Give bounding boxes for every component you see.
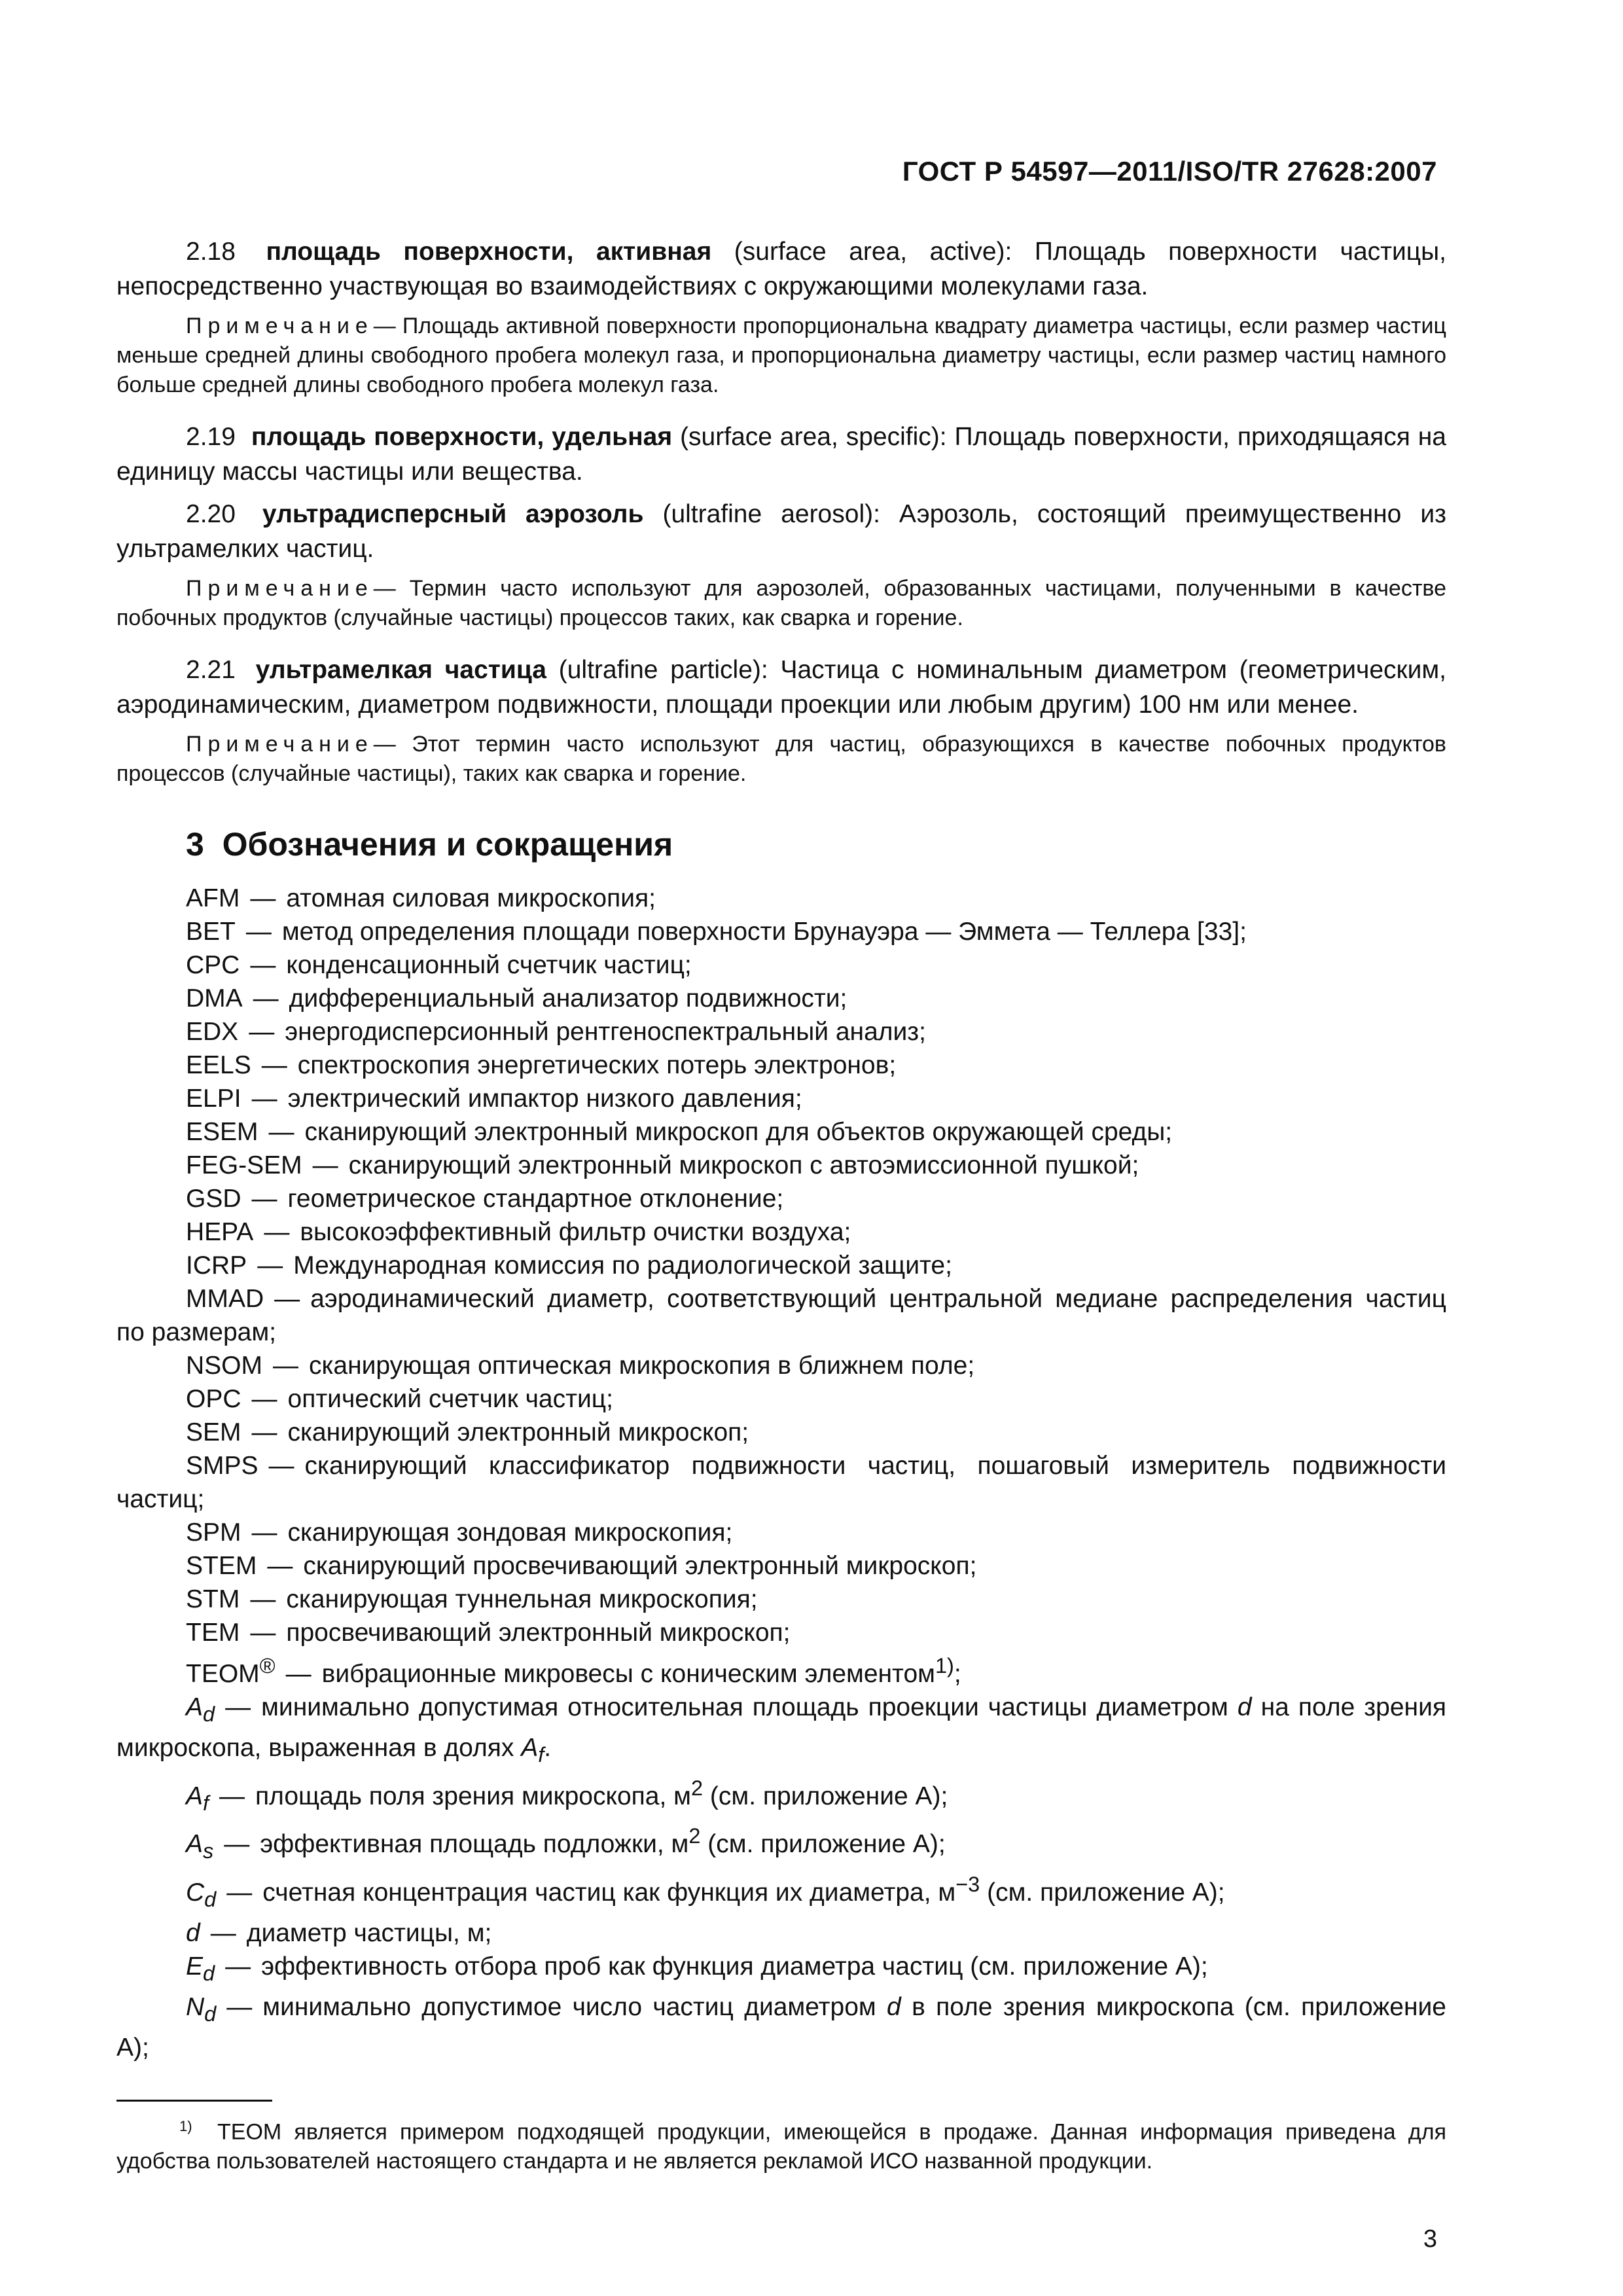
symbol-desc: геометрическое стандартное отклонение; — [287, 1185, 784, 1213]
symbol-code: $A_f$ — [186, 1782, 209, 1815]
symbol-code: TEM — [186, 1619, 240, 1647]
symbol-entry: d — диаметр частицы, м; — [186, 1918, 492, 1947]
definition-text: (ultrafine particle): Частица с номинальным диаметром (геометрическим, аэродинамическим, диаметром подвижности, площади проекции или любым другим) 100 нм или менее. — [116, 656, 1447, 719]
symbol-code: NSOM — [186, 1352, 262, 1380]
symbol-code: FEG-SEM — [186, 1151, 302, 1179]
dash: — — [245, 918, 272, 946]
symbol-code: HEPA — [186, 1218, 254, 1246]
symbol-entry — [116, 915, 1446, 948]
symbol-entry — [116, 1583, 1446, 1616]
symbol-code: SMPS — [186, 1452, 259, 1480]
symbol-code: $E_d$ — [186, 1952, 215, 1985]
symbol-code: MMAD — [186, 1285, 264, 1313]
definition-text: (surface area, specific): Площадь поверхности, приходящаяся на единицу массы частицы или вещества. — [116, 423, 1446, 486]
dash: — — [312, 1151, 338, 1179]
symbol-desc: атомная силовая микроскопия; — [286, 884, 656, 912]
dash: — — [250, 884, 276, 912]
symbol-code: OPC — [186, 1385, 241, 1413]
symbol-code: STM — [186, 1585, 240, 1613]
dash: — — [249, 1018, 275, 1046]
page-number: 3 — [1423, 2225, 1437, 2253]
dash: — — [250, 1585, 276, 1613]
dash: — — [268, 1118, 294, 1146]
symbol-desc: конденсационный счетчик частиц; — [286, 951, 692, 979]
symbol-entry — [116, 1082, 1446, 1115]
dash: — — [219, 1782, 245, 1810]
symbol-desc: метод определения площади поверхности Брунауэра — Эммета — Теллера [33]; — [281, 918, 1247, 946]
note — [116, 312, 1446, 400]
symbol-entry — [116, 1049, 1446, 1082]
symbol-code: CPC — [186, 951, 240, 979]
definition-number: 2.19 — [186, 423, 236, 451]
footnote-text: TEOM является примером подходящей продукции, имеющейся в продаже. Данная информация приведена для удобства пользователей настоящего стандарта и не является рекламой ИСО названной продукции. — [116, 2119, 1446, 2174]
symbol-desc: энергодисперсионный рентгеноспектральный анализ; — [285, 1018, 927, 1046]
note-label: Примечание — [186, 576, 374, 601]
note-text: — Площадь активной поверхности пропорциональна квадрату диаметра частицы, если размер частиц меньше средней длины свободного пробега молекул газа, и пропорциональна диаметру частицы, если размер частиц намного больше средней длины свободного пробега молекул газа. — [116, 314, 1446, 397]
symbol-desc: дифференциальный анализатор подвижности; — [289, 984, 847, 1013]
symbol-entry: $A_s$ — эффективная площадь подложки, $м^2$ (см. приложение А); — [186, 1824, 946, 1863]
symbol-entry — [116, 1282, 1446, 1349]
dash: — — [251, 1185, 277, 1213]
definition-term: площадь поверхности, активная — [266, 238, 712, 266]
note-text: — Этот термин часто используют для частиц, образующихся в качестве побочных продуктов процессов (случайные частицы), таких как сварка и горение. — [116, 732, 1446, 786]
footnote-marker: 1) — [935, 1654, 954, 1677]
dash: — — [251, 1418, 277, 1446]
dash: — — [261, 1051, 287, 1079]
symbol-code: EDX — [186, 1018, 239, 1046]
dash: — — [225, 1693, 251, 1721]
dash: — — [210, 1918, 236, 1947]
definition-number: 2.20 — [186, 500, 236, 528]
symbol-desc: сканирующий электронный микроскоп; — [287, 1418, 749, 1446]
symbol-entry — [116, 1182, 1446, 1215]
symbol-entry — [116, 982, 1446, 1015]
symbol-list — [116, 882, 1446, 1649]
dash: — — [224, 1830, 250, 1859]
symbol-entry — [116, 1349, 1446, 1382]
definition-text: (surface area, active): Площадь поверхности частицы, непосредственно участвующая во взаимодействиях с окружающими молекулами газа. — [116, 238, 1446, 300]
symbol-entry — [116, 1249, 1446, 1282]
symbol-entry — [116, 1115, 1446, 1149]
symbol-entry: $E_d$ — эффективность отбора проб как функция диаметра частиц (см. приложение А); — [186, 1952, 1208, 1985]
symbol-entry — [116, 1015, 1446, 1049]
dash: — — [267, 1552, 293, 1580]
symbol-entry: $A_f$ — площадь поля зрения микроскопа, $м^2$ (см. приложение А); — [186, 1776, 948, 1815]
dash: — — [250, 1619, 276, 1647]
symbol-desc: вибрационные микровесы с коническим элементом — [321, 1660, 935, 1688]
dash: — — [225, 1952, 251, 1981]
symbol-desc: электрический импактор низкого давления; — [287, 1085, 802, 1113]
symbol-entry — [116, 1549, 1446, 1583]
symbol-entry: $N_d$ — минимально допустимое число частиц диаметром d в поле зрения микроскопа (см. приложение А); — [116, 1992, 1446, 2062]
definition-text: (ultrafine aerosol): Аэрозоль, состоящий преимущественно из ультрамелких частиц. — [116, 500, 1447, 563]
section-title — [186, 825, 1446, 863]
symbol-desc: просвечивающий электронный микроскоп; — [286, 1619, 791, 1647]
dash: — — [273, 1352, 298, 1380]
symbol-code: ICRP — [186, 1251, 247, 1280]
note-label: Примечание — [186, 314, 374, 338]
definition-2-19 — [116, 420, 1446, 489]
symbol-entry — [116, 948, 1446, 982]
section-number: 3 — [186, 826, 204, 863]
main-content — [116, 234, 1446, 2064]
definition-number: 2.21 — [186, 656, 236, 684]
symbol-code: $N_d$ — [186, 1992, 217, 2026]
note — [116, 730, 1446, 789]
symbol-desc: сканирующая зондовая микроскопия; — [287, 1518, 733, 1547]
symbol-desc: сканирующий электронный микроскоп с автоэмиссионной пушкой; — [348, 1151, 1139, 1179]
definition-2-21 — [116, 653, 1446, 722]
symbol-entry — [116, 882, 1446, 915]
note-label: Примечание — [186, 732, 374, 757]
dash: — — [251, 1518, 277, 1547]
symbol-entry — [116, 1416, 1446, 1449]
symbol-entry — [116, 1516, 1446, 1549]
symbol-code: DMA — [186, 984, 243, 1013]
symbol-desc: сканирующая туннельная микроскопия; — [286, 1585, 758, 1613]
symbol-code: AFM — [186, 884, 240, 912]
section-heading: Обозначения и сокращения — [222, 826, 673, 863]
symbol-code: TEOM® — [186, 1654, 276, 1688]
definition-2-20 — [116, 497, 1446, 566]
footnote — [116, 2111, 1446, 2176]
symbol-desc: высокоэффективный фильтр очистки воздуха; — [300, 1218, 851, 1246]
symbol-entry: $A_d$ — минимально допустимая относительная площадь проекции частицы диаметром d на поле зрения микроскопа, выраженная в долях $A_f$. — [116, 1693, 1446, 1767]
definition-2-18 — [116, 234, 1446, 304]
symbol-code: SEM — [186, 1418, 241, 1446]
dash: — — [285, 1660, 312, 1688]
symbol-entry: TEOM® — вибрационные микровесы с коническим элементом$^{1)}$; — [186, 1654, 961, 1688]
symbol-code: d — [186, 1918, 200, 1947]
footnote-marker: 1) — [179, 2118, 192, 2134]
symbol-desc: оптический счетчик частиц; — [287, 1385, 613, 1413]
symbol-code: ELPI — [186, 1085, 241, 1113]
dash: — — [268, 1452, 294, 1480]
dash: — — [226, 1878, 253, 1907]
standard-code-header: ГОСТ Р 54597—2011/ISO/TR 27628:2007 — [902, 156, 1437, 187]
symbol-entry — [116, 1149, 1446, 1182]
footnote-divider — [116, 2100, 272, 2102]
symbol-code: STEM — [186, 1552, 257, 1580]
symbol-desc: сканирующий просвечивающий электронный микроскоп; — [303, 1552, 977, 1580]
definition-term: ультрадисперсный аэрозоль — [262, 500, 644, 528]
symbol-entry — [116, 1382, 1446, 1416]
symbol-code: $A_s$ — [186, 1830, 214, 1863]
dash: — — [253, 984, 279, 1013]
symbol-entry — [116, 1449, 1446, 1516]
symbol-entry — [116, 1616, 1446, 1649]
symbol-desc: Международная комиссия по радиологической защите; — [293, 1251, 952, 1280]
symbol-code: SPM — [186, 1518, 241, 1547]
dash: — — [274, 1285, 300, 1313]
symbol-desc: сканирующий электронный микроскоп для объектов окружающей среды; — [304, 1118, 1173, 1146]
definition-number: 2.18 — [186, 238, 236, 266]
symbol-code: $A_d$ — [186, 1693, 215, 1726]
symbol-entry: $C_d$ — счетная концентрация частиц как функция их диаметра, $м^{-3}$ (см. приложение А); — [186, 1873, 1225, 1911]
symbol-code: GSD — [186, 1185, 241, 1213]
symbol-code: ESEM — [186, 1118, 259, 1146]
symbol-desc: сканирующая оптическая микроскопия в ближнем поле; — [309, 1352, 975, 1380]
symbol-code: BET — [186, 918, 236, 946]
definition-term: ультрамелкая частица — [255, 656, 546, 684]
symbol-code: $C_d$ — [186, 1878, 217, 1911]
dash: — — [251, 1385, 277, 1413]
definition-term: площадь поверхности, удельная — [251, 423, 673, 451]
symbol-desc: спектроскопия энергетических потерь электронов; — [297, 1051, 897, 1079]
dash: — — [226, 1992, 253, 2021]
dash: — — [251, 1085, 277, 1113]
symbol-desc: сканирующий классификатор подвижности частиц, пошаговый измеритель подвижности частиц; — [116, 1452, 1446, 1513]
dash: — — [264, 1218, 290, 1246]
symbol-desc: аэродинамический диаметр, соответствующий центральной медиане распределения частиц по размерам; — [116, 1285, 1446, 1346]
symbol-entry — [116, 1215, 1446, 1249]
note — [116, 574, 1446, 633]
symbol-code: EELS — [186, 1051, 251, 1079]
dash: — — [257, 1251, 283, 1280]
note-text: — Термин часто используют для аэрозолей, образованных частицами, полученными в качестве побочных продуктов (случайные частицы) процессов таких, как сварка и горение. — [116, 576, 1446, 630]
dash: — — [250, 951, 276, 979]
